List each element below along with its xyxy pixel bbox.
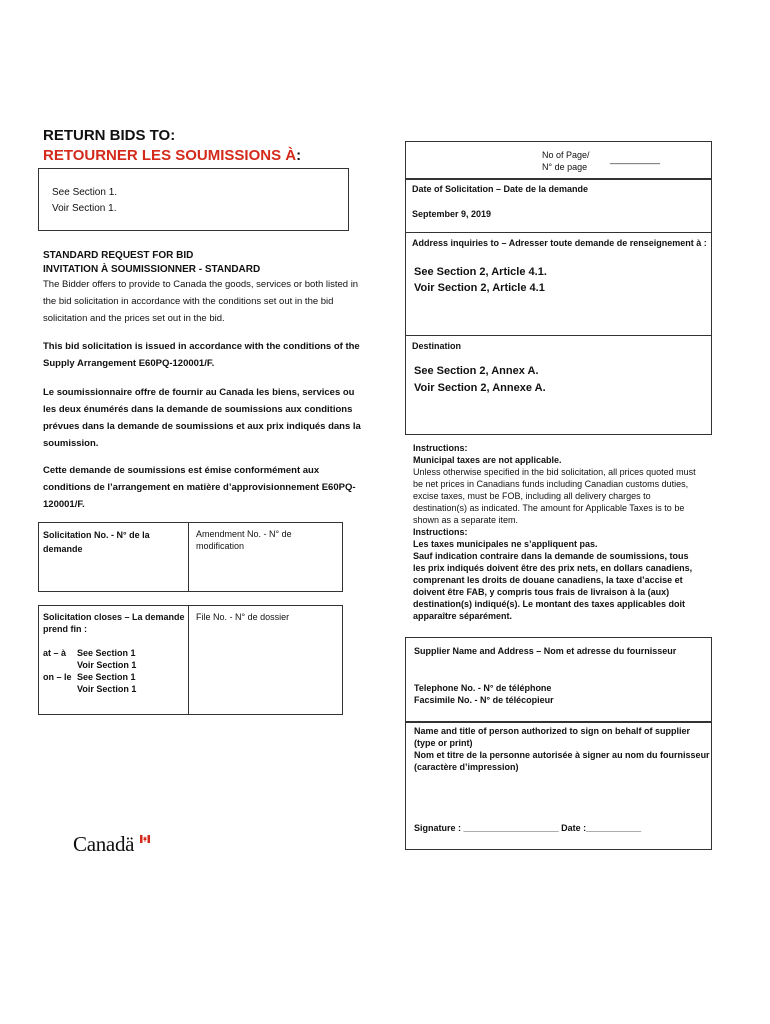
return-bids-heading-fr-text: RETOURNER LES SOUMISSIONS À bbox=[43, 147, 297, 164]
instructions-body-en: Unless otherwise specified in the bid solicitation, all prices quoted must be net prices in Canadians funds including Canadian customs duties, excise taxes, must be FOB, including all delivery charges to destination(s) as indicated. The amount for Applicable Taxes is to be shown as a separate item. bbox=[413, 467, 696, 525]
telephone-label: Telephone No. - N° de téléphone bbox=[414, 683, 552, 693]
instructions-tax-fr: Les taxes municipales ne s’appliquent pas. bbox=[413, 539, 598, 549]
closes-on-label: on – le bbox=[43, 672, 72, 682]
canada-flag-icon bbox=[140, 835, 150, 843]
page-count-label1: No of Page/ bbox=[542, 150, 590, 160]
authorized-signatory-box bbox=[405, 722, 712, 850]
date-value: September 9, 2019 bbox=[412, 209, 492, 219]
instructions-body-fr: Sauf indication contraire dans la demande de soumissions, tous les prix indiqués doivent être des prix nets, en dollars canadiens, comprenant les droits de douane canadiens, la taxe d’accise et doivent être FAB, y compris tous frais de livraison à la (aux) destination(s) indiqué(s). Le montant des taxes applicables doit apparaître séparément. bbox=[413, 551, 693, 621]
canada-wordmark-logo bbox=[73, 832, 163, 862]
request-para-fr-sa: Cette demande de soumissions est émise conformément aux conditions de l’arrangement en matière d’approvisionnement E60PQ-120001/F. bbox=[43, 465, 356, 510]
instructions-head-en: Instructions: bbox=[413, 443, 468, 453]
amendment-number-label: Amendment No. - N° de modification bbox=[196, 529, 292, 551]
closes-at-label: at – à bbox=[43, 648, 67, 658]
supplier-box bbox=[405, 637, 712, 722]
solicitation-number-box bbox=[38, 522, 343, 592]
solicitation-number-label: Solicitation No. - N° de la demande bbox=[43, 530, 150, 554]
file-number-label: File No. - N° de dossier bbox=[196, 612, 290, 622]
address-inquiries-value2: Voir Section 2, Article 4.1 bbox=[414, 282, 545, 294]
request-title-en: STANDARD REQUEST FOR BID bbox=[43, 250, 194, 261]
instructions-tax-en: Municipal taxes are not applicable. bbox=[413, 455, 562, 465]
page-count-box bbox=[405, 141, 712, 179]
instructions-head-fr: Instructions: bbox=[413, 527, 468, 537]
authorized-line2: (type or print) bbox=[414, 738, 473, 748]
closes-on-value1: See Section 1 bbox=[77, 672, 136, 682]
return-bids-heading: RETURN BIDS TO: bbox=[43, 127, 176, 144]
return-address-line1: See Section 1. bbox=[52, 187, 118, 198]
request-para-en: The Bidder offers to provide to Canada the goods, services or both listed in the bid solicitation in accordance with the conditions set out in the bid solicitation and the prices set out in the bid. bbox=[43, 279, 359, 324]
authorized-line4: (caractère d’impression) bbox=[414, 762, 519, 772]
closes-on-value2: Voir Section 1 bbox=[77, 684, 137, 694]
request-para-sa: This bid solicitation is issued in accordance with the conditions of the Supply Arrangement E60PQ-120001/F. bbox=[43, 341, 360, 369]
authorized-line3: Nom et titre de la personne autorisée à signer au nom du fournisseur bbox=[414, 750, 710, 760]
closes-at-value2: Voir Section 1 bbox=[77, 660, 137, 670]
solicitation-closes-label: Solicitation closes – La demande prend fin : bbox=[43, 612, 185, 634]
destination-value1: See Section 2, Annex A. bbox=[414, 365, 539, 377]
page-count-blank: __________ bbox=[610, 154, 661, 164]
authorized-line1: Name and title of person authorized to sign on behalf of supplier bbox=[414, 726, 691, 736]
return-bids-heading-colon: : bbox=[296, 147, 302, 164]
page-count-label2: N° de page bbox=[542, 162, 588, 172]
destination-value2: Voir Section 2, Annexe A. bbox=[414, 382, 546, 394]
canada-wordmark-text: Canadä bbox=[73, 832, 135, 856]
destination-label: Destination bbox=[412, 341, 462, 351]
date-label: Date of Solicitation – Date de la demande bbox=[412, 184, 589, 194]
request-title-fr: INVITATION À SOUMISSIONNER - STANDARD bbox=[43, 264, 261, 275]
instructions-block bbox=[413, 442, 703, 622]
signature-date-line: Signature : ___________________ Date :___________ bbox=[414, 823, 642, 833]
closes-at-value1: See Section 1 bbox=[77, 648, 136, 658]
address-inquiries-value1: See Section 2, Article 4.1. bbox=[414, 266, 547, 278]
address-inquiries-label: Address inquiries to – Adresser toute demande de renseignement à : bbox=[412, 238, 707, 248]
solicitation-details-box bbox=[405, 179, 712, 435]
request-para-fr: Le soumissionnaire offre de fournir au Canada les biens, services ou les deux énumérés dans la demande de soumissions aux conditions prévues dans la demande de soumissions et aux prix indiqués dans la soumission. bbox=[43, 387, 361, 449]
supplier-label: Supplier Name and Address – Nom et adresse du fournisseur bbox=[414, 646, 677, 656]
facsimile-label: Facsimile No. - N° de télécopieur bbox=[414, 695, 554, 705]
solicitation-closes-box bbox=[38, 605, 343, 715]
return-bids-heading-fr bbox=[43, 147, 301, 165]
return-address-line2: Voir Section 1. bbox=[52, 203, 117, 214]
return-address-box bbox=[38, 168, 349, 231]
